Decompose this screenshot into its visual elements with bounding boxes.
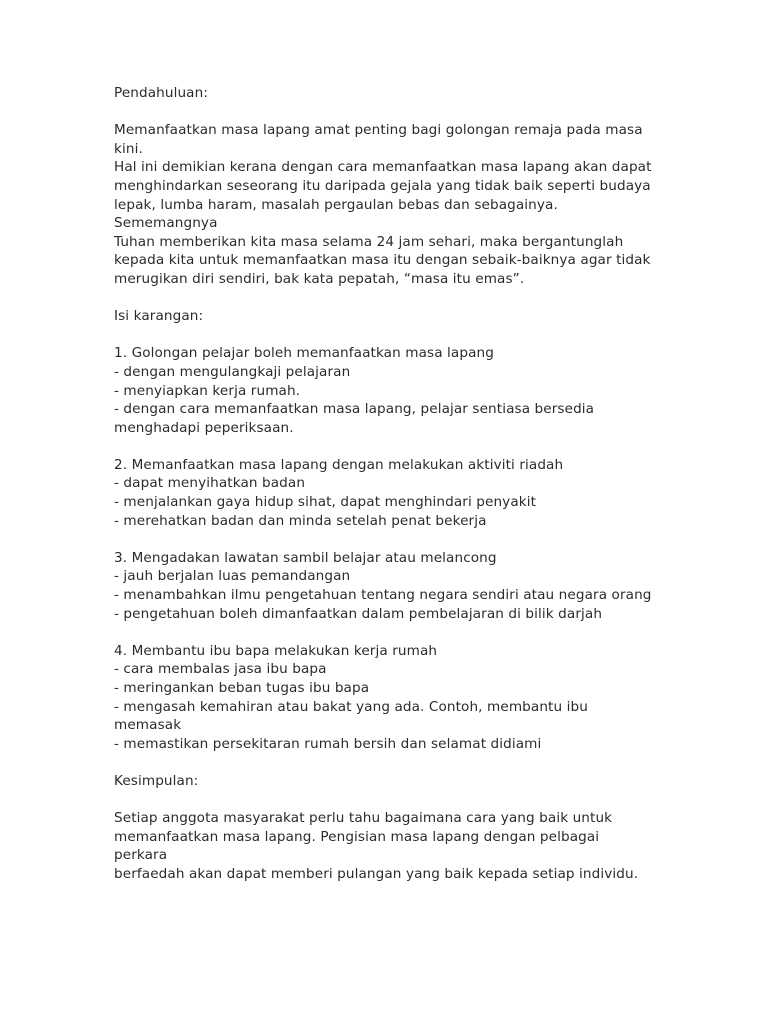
conclusion-line: berfaedah akan dapat memberi pulangan yang baik kepada setiap individu. — [114, 865, 639, 882]
spacer — [114, 623, 654, 642]
point-detail: - merehatkan badan dan minda setelah penat bekerja — [114, 512, 487, 529]
point-block-4 — [114, 642, 654, 754]
spacer — [114, 791, 654, 810]
point-detail: - jauh berjalan luas pemandangan — [114, 568, 351, 585]
point-block-3 — [114, 549, 654, 623]
intro-line: lepak, lumba haram, masalah pergaulan bebas dan sebagainya. Sememangnya — [114, 196, 558, 232]
point-detail: - menyiapkan kerja rumah. — [114, 382, 301, 399]
intro-line: merugikan diri sendiri, bak kata pepatah, “masa itu emas”. — [114, 270, 525, 287]
intro-line: menghindarkan seseorang itu daripada gejala yang tidak baik seperti budaya — [114, 177, 651, 194]
body-heading: Isi karangan: — [114, 308, 204, 325]
point-detail: menghadapi peperiksaan. — [114, 419, 294, 436]
point-detail: - menambahkan ilmu pengetahuan tentang negara sendiri atau negara orang — [114, 587, 652, 604]
point-detail: - mengasah kemahiran atau bakat yang ada. Contoh, membantu ibu memasak — [114, 698, 588, 734]
point-block-1 — [114, 344, 654, 437]
point-detail: - menjalankan gaya hidup sihat, dapat menghindari penyakit — [114, 494, 537, 511]
spacer — [114, 530, 654, 549]
spacer — [114, 326, 654, 345]
point-title: 1. Golongan pelajar boleh memanfaatkan masa lapang — [114, 345, 494, 362]
intro-line: kepada kita untuk memanfaatkan masa itu dengan sebaik-baiknya agar tidak — [114, 252, 651, 269]
intro-line: Hal ini demikian kerana dengan cara memanfaatkan masa lapang akan dapat — [114, 159, 652, 176]
point-title: 2. Memanfaatkan masa lapang dengan melakukan aktiviti riadah — [114, 456, 564, 473]
point-detail: - memastikan persekitaran rumah bersih dan selamat didiami — [114, 735, 542, 752]
spacer — [114, 753, 654, 772]
conclusion-paragraph — [114, 809, 654, 883]
point-title: 3. Mengadakan lawatan sambil belajar atau melancong — [114, 549, 497, 566]
conclusion-line: Setiap anggota masyarakat perlu tahu bagaimana cara yang baik untuk — [114, 810, 613, 827]
point-title: 4. Membantu ibu bapa melakukan kerja rumah — [114, 642, 438, 659]
intro-line: Tuhan memberikan kita masa selama 24 jam sehari, maka bergantunglah — [114, 233, 624, 250]
point-detail: - pengetahuan boleh dimanfaatkan dalam pembelajaran di bilik darjah — [114, 605, 603, 622]
spacer — [114, 103, 654, 122]
conclusion-line: memanfaatkan masa lapang. Pengisian masa lapang dengan pelbagai perkara — [114, 828, 600, 864]
intro-paragraph — [114, 121, 654, 288]
point-detail: - meringankan beban tugas ibu bapa — [114, 680, 370, 696]
point-detail: - dapat menyihatkan badan — [114, 475, 306, 492]
intro-heading: Pendahuluan: — [114, 85, 208, 101]
point-detail: - dengan cara memanfaatkan masa lapang, pelajar sentiasa bersedia — [114, 401, 595, 418]
document-page — [114, 84, 654, 884]
point-block-2 — [114, 456, 654, 530]
point-detail: - dengan mengulangkaji pelajaran — [114, 363, 351, 380]
spacer — [114, 437, 654, 456]
spacer — [114, 289, 654, 308]
conclusion-heading: Kesimpulan: — [114, 772, 199, 789]
intro-line: Memanfaatkan masa lapang amat penting bagi golongan remaja pada masa kini. — [114, 122, 643, 157]
point-detail: - cara membalas jasa ibu bapa — [114, 661, 327, 678]
